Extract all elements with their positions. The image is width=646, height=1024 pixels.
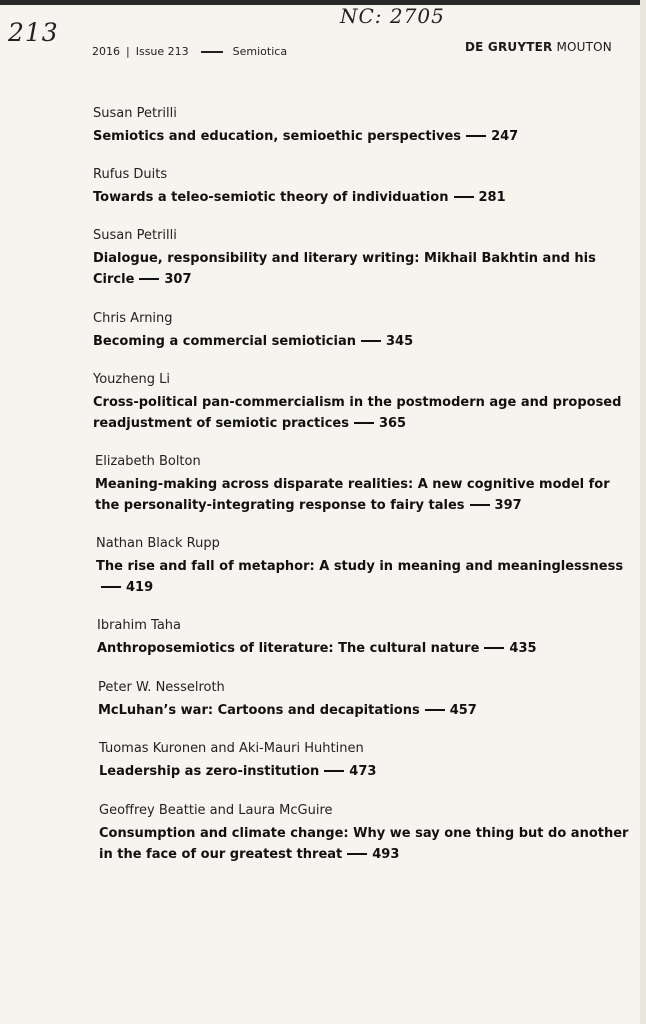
entry-author: Nathan Black Rupp: [96, 536, 220, 551]
entry-title: [96, 556, 626, 598]
entry-page: 281: [478, 190, 506, 205]
entry-dash: [466, 135, 486, 137]
toc-entry: [97, 617, 627, 659]
entry-dash: [139, 278, 159, 280]
entry-title: [93, 126, 623, 147]
entry-dash: [361, 340, 381, 342]
entry-title: [93, 392, 623, 434]
entry-title-text: Consumption and climate change: Why we say one thing but do another in the face of our greatest threat: [99, 826, 629, 862]
entry-author: Elizabeth Bolton: [95, 454, 201, 469]
header-separator: |: [126, 45, 130, 58]
entry-page: 365: [378, 416, 407, 431]
toc-entry: [93, 227, 623, 290]
entry-dash: [454, 196, 474, 198]
entry-title-text: McLuhan’s war: Cartoons and decapitations: [98, 703, 420, 718]
entry-title-text: Anthroposemiotics of literature: The cultural nature: [97, 641, 480, 656]
header-year: 2016: [92, 45, 120, 58]
entry-dash: [484, 647, 504, 649]
entry-page: 473: [349, 764, 377, 779]
toc-entry: [96, 535, 626, 598]
entry-dash: [101, 586, 121, 588]
entry-title: [95, 474, 625, 516]
entry-page: 419: [126, 580, 154, 595]
handwritten-issue-number: 213: [8, 18, 59, 47]
entry-page: 247: [491, 129, 519, 144]
entry-title: [93, 331, 623, 352]
entry-author: Rufus Duits: [93, 167, 168, 182]
header-issue: Issue 213: [135, 45, 189, 58]
handwritten-note-text: NC: 2705: [340, 4, 445, 28]
entry-title-text: Becoming a commercial semiotician: [93, 334, 356, 349]
entry-page: 457: [449, 703, 477, 718]
entry-title-text: Leadership as zero-institution: [99, 764, 320, 779]
entry-dash: [347, 853, 367, 855]
entry-title-text: Towards a teleo-semiotic theory of individuation: [93, 190, 449, 205]
entry-title: [99, 761, 629, 782]
entry-title-text: Semiotics and education, semioethic perspectives: [93, 129, 462, 144]
toc-entry: [93, 105, 623, 147]
entry-page: 345: [385, 334, 414, 349]
entry-title: [97, 638, 627, 659]
scan-top-edge: [0, 0, 646, 5]
entry-page: 397: [494, 498, 522, 513]
entry-dash: [470, 504, 490, 506]
entry-author: Susan Petrilli: [93, 106, 177, 121]
toc-entry: [93, 371, 623, 434]
entry-title: [98, 700, 628, 721]
entry-author: Chris Arning: [93, 311, 173, 326]
handwritten-note: [340, 4, 445, 28]
toc-entry: [95, 453, 625, 516]
publisher-logo: [465, 40, 612, 54]
entry-page: 307: [164, 272, 192, 287]
entry-author: Ibrahim Taha: [97, 618, 182, 633]
entry-dash: [425, 709, 445, 711]
publisher-bold: DE GRUYTER: [464, 40, 553, 54]
entry-author: Susan Petrilli: [93, 228, 177, 243]
entry-page: 493: [372, 847, 400, 862]
entry-title-text: Dialogue, responsibility and literary writing: Mikhail Bakhtin and his Circle: [93, 251, 596, 287]
toc-entry: [93, 310, 623, 352]
entry-page: 435: [509, 641, 537, 656]
toc-entry: [99, 802, 634, 865]
page-right-edge: [640, 0, 646, 1024]
toc-entry: [98, 679, 628, 721]
entry-author: Youzheng Li: [93, 372, 170, 387]
entry-dash: [324, 770, 344, 772]
entry-author: Peter W. Nesselroth: [98, 680, 225, 695]
entry-title: [99, 823, 634, 865]
toc-entry: [99, 740, 629, 782]
publisher-regular: MOUTON: [556, 40, 612, 54]
toc-entry: [93, 166, 623, 208]
entry-dash: [354, 422, 374, 424]
entry-author: Geoffrey Beattie and Laura McGuire: [99, 803, 333, 818]
header-dash: [201, 51, 223, 53]
entry-title-text: Cross-political pan-commercialism in the postmodern age and proposed readjustment of semiotic practices: [93, 395, 622, 431]
entry-title: [93, 248, 623, 290]
entry-title-text: The rise and fall of metaphor: A study in meaning and meaninglessness: [96, 559, 624, 574]
entry-author: Tuomas Kuronen and Aki-Mauri Huhtinen: [99, 741, 364, 756]
entry-title-text: Meaning-making across disparate realities: A new cognitive model for the personality-integrating response to fairy tales: [95, 477, 610, 513]
header-journal: Semiotica: [232, 45, 288, 58]
entry-title: [93, 187, 623, 208]
